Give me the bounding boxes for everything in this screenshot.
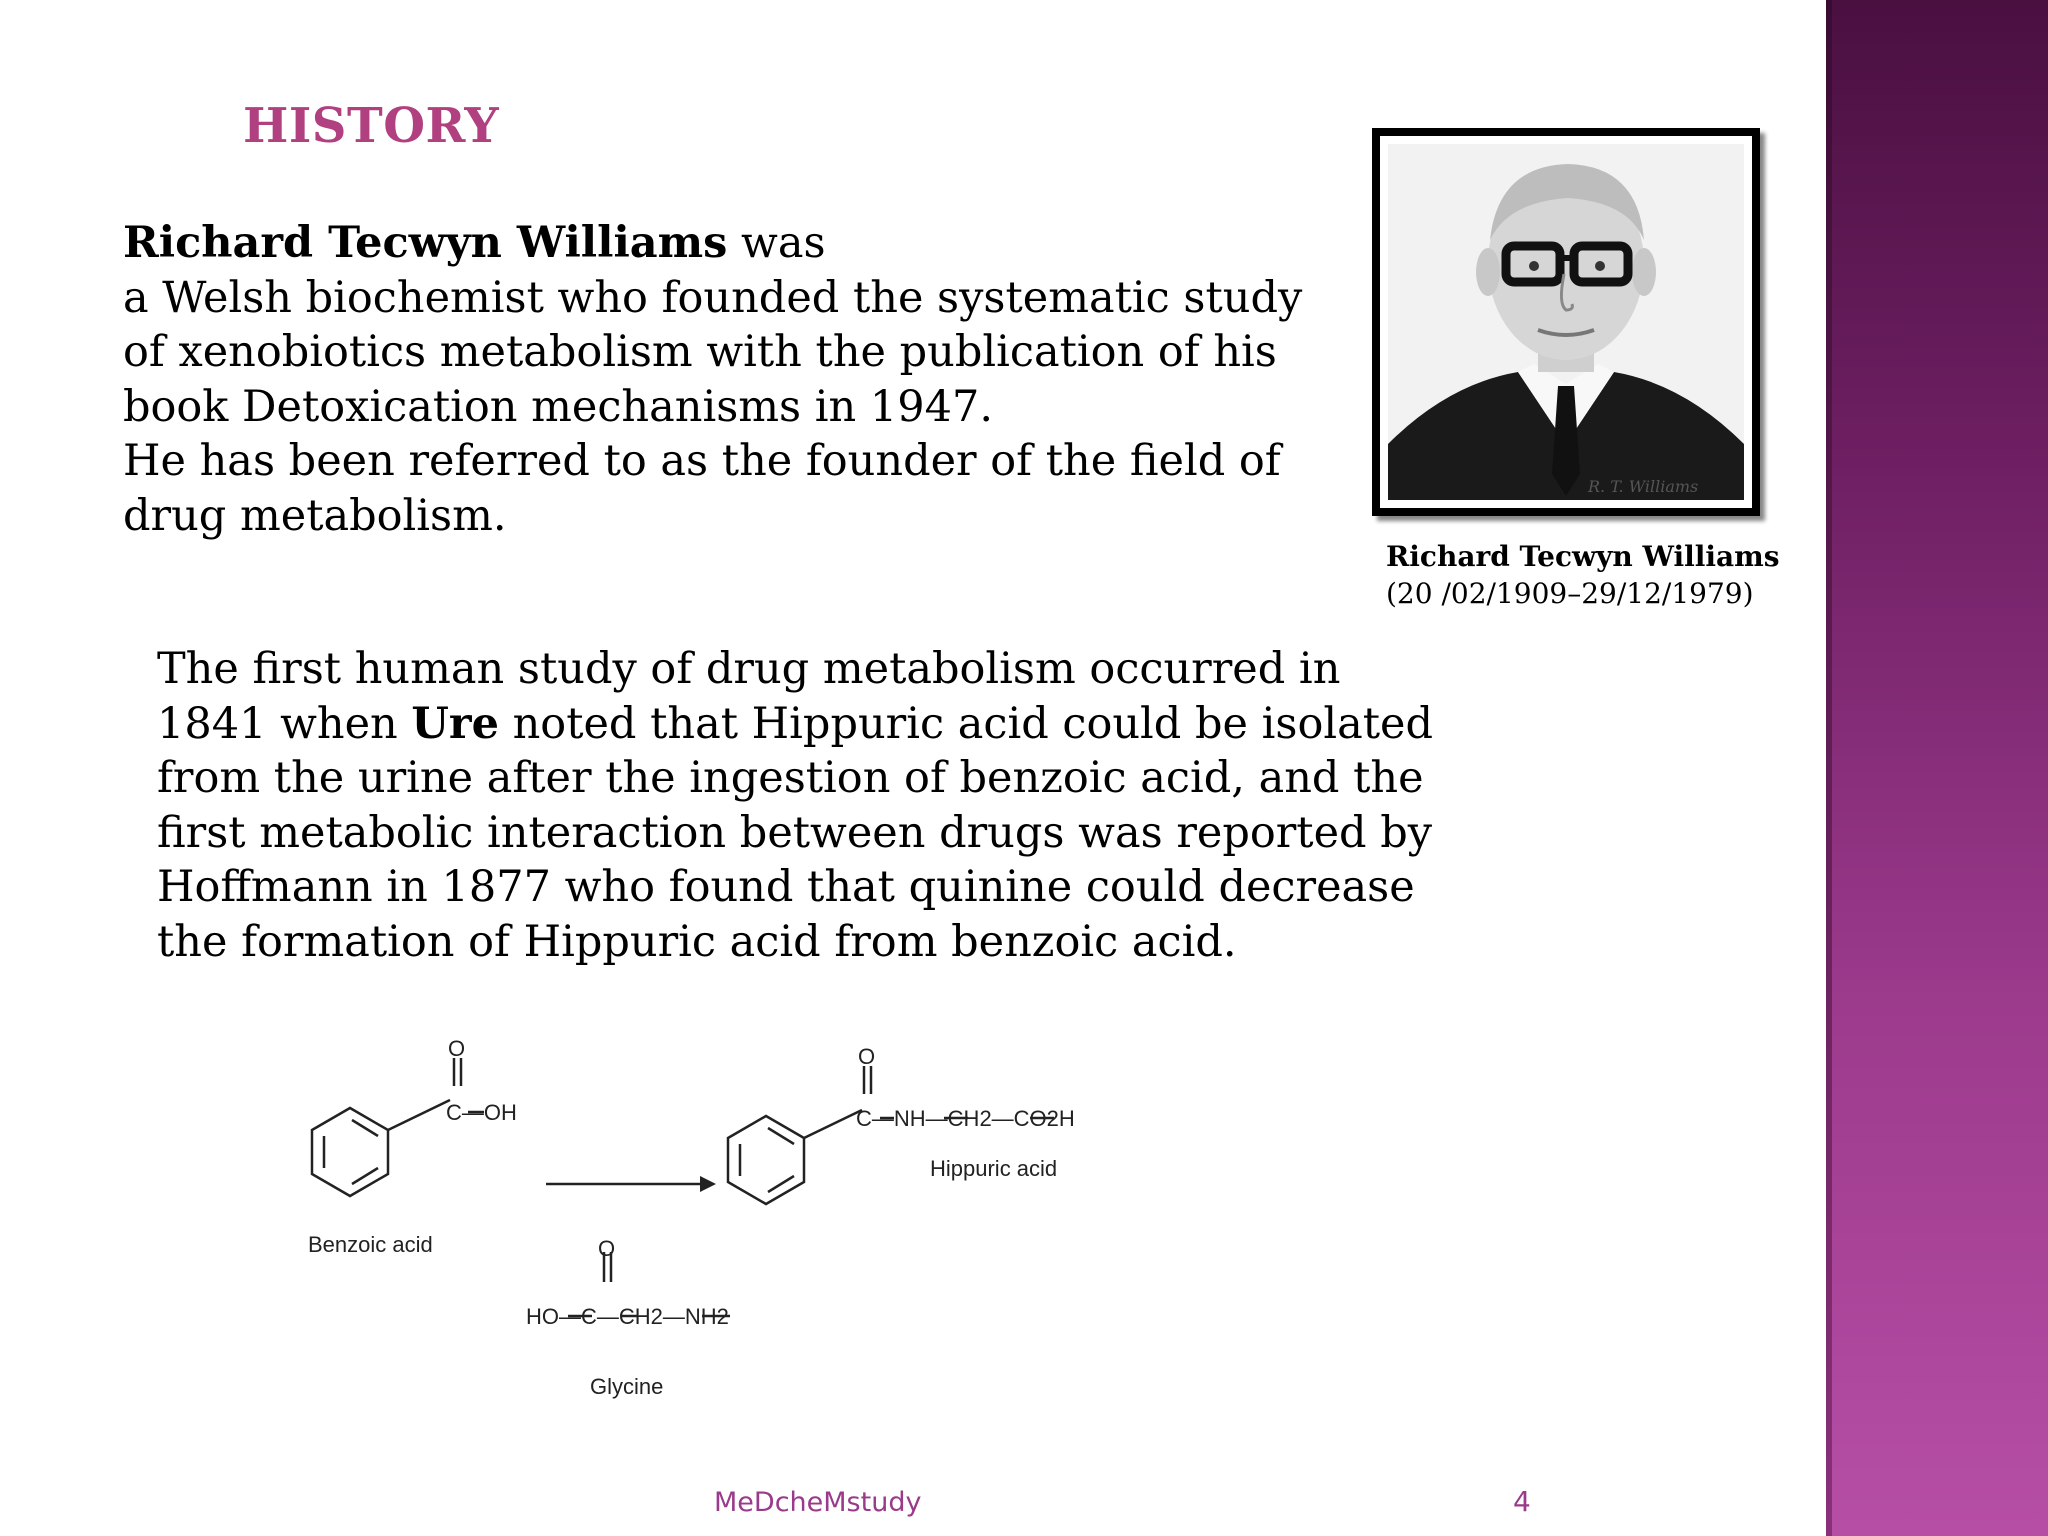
slide-title: HISTORY <box>243 98 500 154</box>
benzoic-label: Benzoic acid <box>308 1232 433 1257</box>
para1-line5: He has been referred to as the founder of the field of <box>123 436 1281 486</box>
first-study-paragraph <box>157 642 1497 969</box>
para2-line1: The first human study of drug metabolism occurred in <box>157 644 1341 694</box>
benzoic-oxygen: O <box>448 1036 466 1061</box>
photo-caption-dates: (20 /02/1909–29/12/1979) <box>1386 577 1754 610</box>
portrait-signature: R. T. Williams <box>1588 477 1699 496</box>
photo-caption-name: Richard Tecwyn Williams <box>1386 540 1780 573</box>
glycine-label: Glycine <box>590 1374 664 1399</box>
para2-line2b: noted that Hippuric acid could be isolated <box>498 698 1433 749</box>
benzoic-group: C—OH <box>446 1100 517 1125</box>
williams-paragraph <box>123 216 1353 543</box>
ure-bold: Ure <box>411 698 499 749</box>
williams-portrait <box>1372 128 1760 516</box>
para2-line3: from the urine after the ingestion of benzoic acid, and the <box>157 753 1424 803</box>
para2-line5: Hoffmann in 1877 who found that quinine could decrease <box>157 862 1415 912</box>
hippuric-oxygen: O <box>858 1044 876 1069</box>
para1-line4: book Detoxication mechanisms in 1947. <box>123 381 993 432</box>
portrait-illustration <box>1388 144 1744 500</box>
para1-line6: drug metabolism. <box>123 490 507 541</box>
para2-line6: the formation of Hippuric acid from benzoic acid. <box>157 916 1237 967</box>
footer-brand: MeDcheMstudy <box>714 1487 922 1518</box>
arrow-head <box>700 1176 716 1192</box>
para1-line2: a Welsh biochemist who founded the systematic study <box>123 272 1303 323</box>
glycine-formula: HO—C—CH2—NH2 <box>526 1304 729 1329</box>
reaction-diagram <box>290 1030 1160 1410</box>
hippuric-label: Hippuric acid <box>930 1156 1058 1181</box>
page-number: 4 <box>1513 1485 1531 1518</box>
portrait-image <box>1388 144 1744 500</box>
para1-line3: of xenobiotics metabolism with the publication of his <box>123 327 1277 377</box>
para2-line2a: 1841 when <box>157 698 412 749</box>
glycine-oxygen: O <box>598 1236 616 1261</box>
williams-name-bold: Richard Tecwyn Williams <box>123 218 728 268</box>
para1-was: was <box>727 218 826 268</box>
para2-line4: first metabolic interaction between drugs was reported by <box>157 807 1433 858</box>
hippuric-chain: C—NH—CH2—CO2H <box>856 1106 1075 1131</box>
decorative-sidebar <box>1826 0 2048 1536</box>
